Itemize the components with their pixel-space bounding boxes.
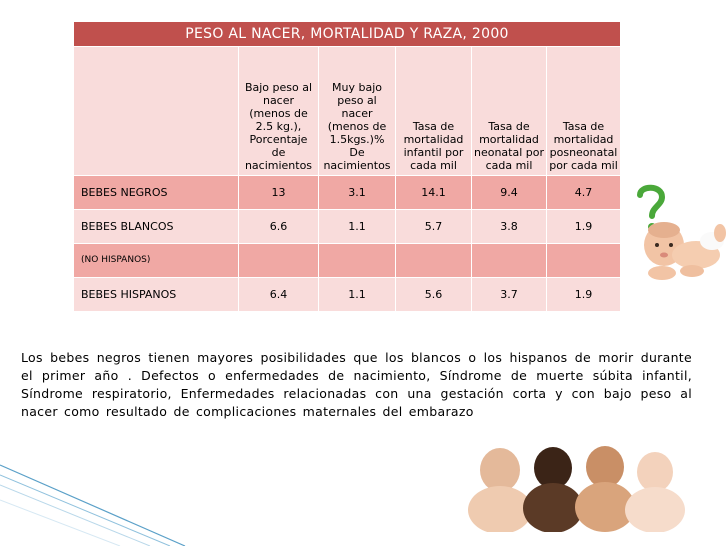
table-row (74, 278, 621, 312)
table-cell: 6.6 (239, 210, 319, 244)
table-row (74, 210, 621, 244)
row-label: BEBES BLANCOS (74, 210, 239, 244)
crawling-baby-image (622, 183, 728, 293)
header-infant-mortality: Tasa de mortalidad infantil por cada mil (396, 47, 472, 176)
header-low-birth-weight: Bajo peso al nacer (menos de 2.5 kg.), Porcentaje de nacimientos (239, 47, 319, 176)
babies-image (455, 442, 691, 532)
table-cell: 3.8 (472, 210, 547, 244)
table-header-row (74, 47, 621, 176)
table-cell: 9.4 (472, 176, 547, 210)
table-cell (319, 244, 396, 278)
table-cell (396, 244, 472, 278)
table-cell: 14.1 (396, 176, 472, 210)
table-row (74, 244, 621, 278)
table-row (74, 176, 621, 210)
table-cell: 5.6 (396, 278, 472, 312)
table-cell: 3.7 (472, 278, 547, 312)
table-title: PESO AL NACER, MORTALIDAD Y RAZA, 2000 (74, 22, 621, 47)
table-cell (547, 244, 621, 278)
baby-figure (644, 222, 726, 280)
table-cell: 4.7 (547, 176, 621, 210)
table-cell: 1.9 (547, 210, 621, 244)
table-cell (239, 244, 319, 278)
header-empty (74, 47, 239, 176)
header-postneonatal-mortality: Tasa de mortalidad posneonatal por cada mil (547, 47, 621, 176)
row-label: (NO HISPANOS) (74, 244, 239, 278)
table-cell: 1.1 (319, 210, 396, 244)
row-label: BEBES HISPANOS (74, 278, 239, 312)
caption-paragraph: Los bebes negros tienen mayores posibilidades que los blancos o los hispanos de morir durante el primer año . Defectos o enfermedades de nacimiento, Síndrome de muerte súbita infantil, Síndrome respiratorio, Enfermedades relacionadas con una gestación corta y con bajo peso al nacer como resultado de complicaciones maternales del embarazo (21, 350, 692, 419)
table-cell: 1.1 (319, 278, 396, 312)
header-neonatal-mortality: Tasa de mortalidad neonatal por cada mil (472, 47, 547, 176)
row-label: BEBES NEGROS (74, 176, 239, 210)
table-cell: 13 (239, 176, 319, 210)
mortality-table (73, 21, 621, 312)
table-cell: 5.7 (396, 210, 472, 244)
table-cell: 1.9 (547, 278, 621, 312)
decorative-corner-lines (0, 455, 190, 546)
header-very-low-birth-weight: Muy bajo peso al nacer (menos de 1.5kgs.)% De nacimientos (319, 47, 396, 176)
table-cell: 6.4 (239, 278, 319, 312)
table-cell: 3.1 (319, 176, 396, 210)
mortality-table-container (73, 21, 620, 313)
table-cell (472, 244, 547, 278)
